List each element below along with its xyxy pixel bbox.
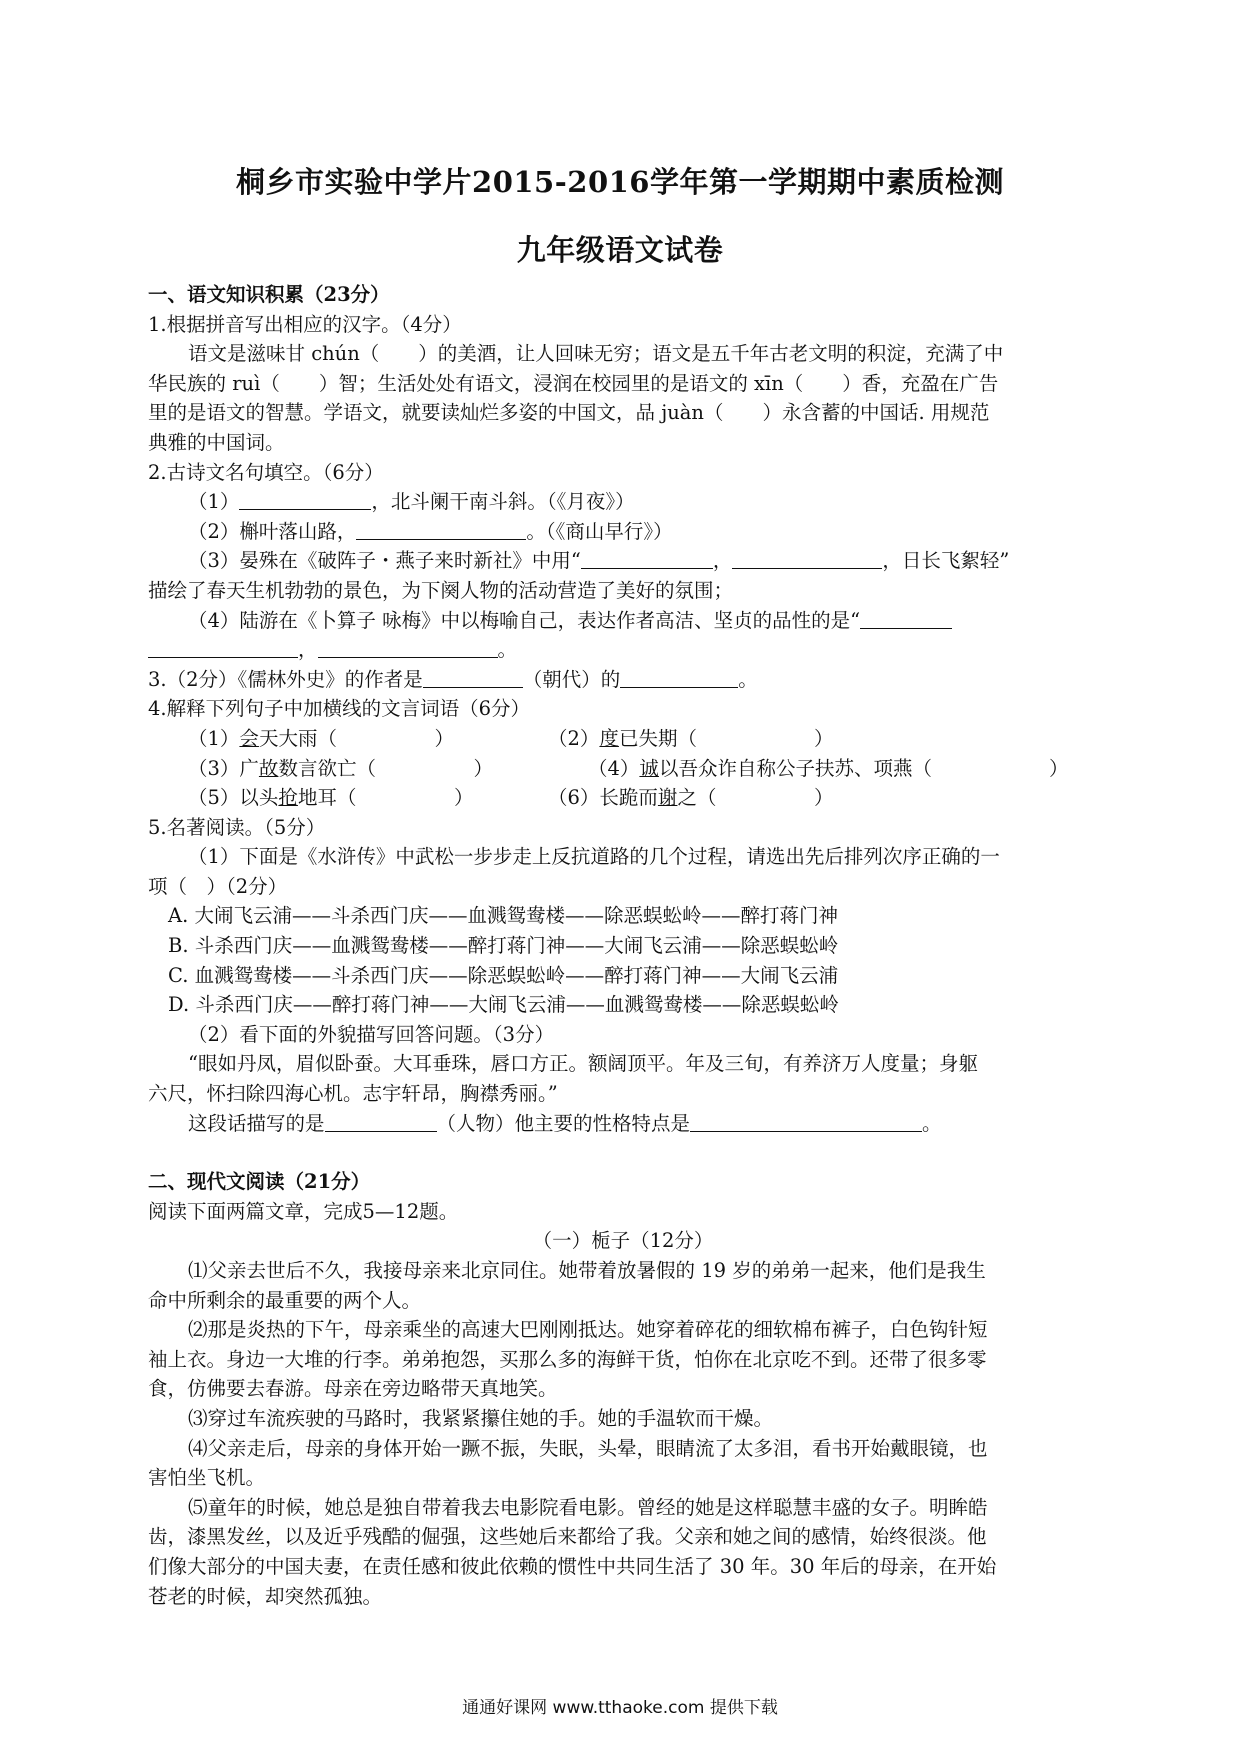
para4-line-1: ⑷父亲走后，母亲的身体开始一蹶不振，失眠，头晕，眼睛流了太多泪，看书开始戴眼镜，也 (188, 1436, 988, 1460)
q2-item1-prefix: （1） (188, 490, 240, 514)
q3-suffix: 。 (738, 667, 758, 691)
answer-blank[interactable] (318, 637, 498, 658)
q2-item3-prefix: （3）晏殊在《破阵子・燕子来时新社》中用“ (188, 549, 581, 573)
q4-title: 4.解释下列句子中加横线的文言词语（6分） (148, 697, 531, 721)
q4-item-underlined: 故 (258, 756, 279, 780)
para2-line-2: 袖上衣。身边一大堆的行李。弟弟抱怨，买那么多的海鲜干货，怕你在北京吃不到。还带了很多零 (148, 1347, 987, 1371)
article-title: （一）栀子（12分） (532, 1229, 714, 1253)
q4-item-post: 天大雨（ ） (258, 726, 454, 750)
answer-blank[interactable] (356, 519, 526, 540)
q5-option-a[interactable]: A. 大闹飞云浦——斗杀西门庆——血溅鸳鸯楼——除恶蜈蚣岭——醉打蒋门神 (168, 904, 838, 928)
q4-row-2 (148, 754, 1098, 784)
q5-option-b[interactable]: B. 斗杀西门庆——血溅鸳鸯楼——醉打蒋门神——大闹飞云浦——除恶蜈蚣岭 (168, 934, 839, 958)
q2-item4-suffix: 。 (497, 638, 518, 662)
q2-item4-prefix: （4）陆游在《卜算子 咏梅》中以梅喻自己，表达作者高洁、坚贞的品性的是“ (188, 608, 861, 632)
q4-item-pre: （3）广 (188, 756, 259, 780)
q2-item2-suffix: 。（《商山早行》） (526, 519, 673, 543)
para5-line-1: ⑸童年的时候，她总是独自带着我去电影院看电影。曾经的她是这样聪慧丰盛的女子。明眸皓 (188, 1495, 988, 1519)
para3-line-1: ⑶穿过车流疾驶的马路时，我紧紧攥住她的手。她的手温软而干燥。 (188, 1406, 774, 1430)
exam-subtitle: 九年级语文试卷 (516, 233, 724, 267)
q4-item-underlined: 谢 (657, 786, 678, 810)
q5-quote-line-1: “眼如丹凤，眉似卧蚕。大耳垂珠，唇口方正。额阔顶平。年及三旬，有养济万人度量；身躯 (188, 1052, 978, 1076)
q4-item-6 (548, 783, 833, 813)
q1-line-2: 华民族的 ruì（ ）智；生活处处有语文，浸润在校园里的是语文的 xīn（ ）香，充盈在广告 (148, 371, 999, 395)
para5-line-3: 们像大部分的中国夫妻，在责任感和彼此依赖的惯性中共同生活了 30 年。30 年后的母亲，在开始 (148, 1554, 997, 1578)
q2-item2-prefix: （2）槲叶落山路， (188, 519, 357, 543)
q5-option-c[interactable]: C. 血溅鸳鸯楼——斗杀西门庆——除恶蜈蚣岭——醉打蒋门神——大闹飞云浦 (168, 963, 839, 987)
q4-item-post: 地耳（ ） (297, 786, 474, 810)
q5-sub1-line-2: 项（ ）（2分） (148, 874, 288, 898)
para1-line-2: 命中所剩余的最重要的两个人。 (148, 1288, 422, 1312)
q2-title: 2.古诗文名句填空。（6分） (148, 460, 384, 484)
q4-item-pre: （5）以头 (188, 786, 279, 810)
section1-heading: 一、语文知识积累（23分） (148, 283, 390, 306)
q4-row-3 (148, 783, 1098, 813)
answer-blank[interactable] (325, 1111, 437, 1132)
answer-blank[interactable] (732, 548, 882, 569)
q5-answer-line (148, 1109, 1098, 1139)
q4-item-pre: （6）长跪而 (548, 786, 658, 810)
para5-line-4: 苍老的时候，却突然孤独。 (148, 1584, 383, 1608)
q4-item-underlined: 诚 (639, 756, 659, 780)
q5-quote-line-2: 六尺，怀扫除四海心机。志宇轩昂，胸襟秀丽。” (148, 1082, 558, 1106)
q3-mid: （朝代）的 (522, 667, 621, 691)
q1-line-4: 典雅的中国词。 (148, 430, 285, 454)
para4-line-2: 害怕坐飞机。 (148, 1466, 266, 1490)
q4-item-post: 以吾众诈自称公子扶苏、项燕（ ） (658, 756, 1069, 780)
q4-item-pre: （1） (188, 726, 240, 750)
section2-intro: 阅读下面两篇文章，完成5—12题。 (148, 1199, 459, 1223)
q4-item-4 (588, 754, 1068, 784)
q5-title: 5.名著阅读。（5分） (148, 815, 326, 839)
q2-item-4 (148, 606, 1098, 636)
answer-blank[interactable] (581, 548, 713, 569)
q5-sub1-line-1: （1）下面是《水浒传》中武松一步步走上反抗道路的几个过程，请选出先后排列次序正确的一 (188, 845, 1000, 869)
q2-item-1 (148, 487, 1098, 517)
q3-prefix: 3.（2分）《儒林外史》的作者是 (148, 667, 423, 691)
q4-item-5 (188, 783, 548, 813)
answer-blank[interactable] (620, 667, 738, 688)
q4-item-pre: （4） (588, 756, 640, 780)
q4-item-pre: （2） (548, 726, 600, 750)
q4-item-post: 数言欲亡（ ） (278, 756, 493, 780)
answer-blank[interactable] (690, 1111, 922, 1132)
q2-item3-mid: ， (712, 549, 733, 573)
q1-line-3: 里的是语文的智慧。学语文，就要读灿烂多姿的中国文，品 juàn（ ）永含蓄的中国话. 用规范 (148, 401, 990, 425)
q2-item3-suffix: ，日长飞絮轻” (882, 549, 1010, 573)
q4-item-1 (188, 724, 548, 754)
answer-blank[interactable] (148, 637, 298, 658)
q4-row-1 (148, 724, 1098, 754)
q3 (148, 665, 1098, 695)
q1-title: 1.根据拼音写出相应的汉字。（4分） (148, 312, 462, 336)
q2-item-3 (148, 546, 1098, 576)
exam-title: 桐乡市实验中学片2015-2016学年第一学期期中素质检测 (236, 165, 1004, 199)
q4-item-2 (548, 724, 833, 754)
section2-heading: 二、现代文阅读（21分） (148, 1170, 371, 1194)
q4-item-post: 已失期（ ） (618, 726, 834, 750)
q5-option-d[interactable]: D. 斗杀西门庆——醉打蒋门神——大闹飞云浦——血溅鸳鸯楼——除恶蜈蚣岭 (168, 993, 839, 1017)
q5-answer-suffix: 。 (922, 1111, 942, 1135)
answer-blank[interactable] (860, 608, 952, 629)
q5-answer-mid: （人物）他主要的性格特点是 (436, 1111, 691, 1135)
answer-blank[interactable] (239, 489, 371, 510)
q4-item-post: 之（ ） (677, 786, 834, 810)
q4-item-underlined: 抢 (278, 786, 298, 810)
q4-item-underlined: 度 (599, 726, 619, 750)
para1-line-1: ⑴父亲去世后不久，我接母亲来北京同住。她带着放暑假的 19 岁的弟弟一起来，他们是我生 (188, 1259, 986, 1282)
q2-item-4-cont (148, 635, 1098, 665)
q5-answer-prefix: 这段话描写的是 (188, 1111, 325, 1135)
q4-item-underlined: 会 (239, 726, 259, 750)
q2-item-2 (148, 517, 1098, 547)
q2-item-3-cont: 描绘了春天生机勃勃的景色，为下阕人物的活动营造了美好的氛围； (148, 578, 734, 602)
exam-content (148, 280, 1098, 1611)
q1-line-1: 语文是滋味甘 chún（ ）的美酒，让人回味无穷；语文是五千年古老文明的积淀，充满了中 (188, 342, 1004, 366)
q2-item1-suffix: ，北斗阑干南斗斜。（《月夜》） (371, 490, 635, 514)
answer-blank[interactable] (423, 667, 523, 688)
q4-item-3 (188, 754, 588, 784)
section-spacer (148, 1138, 1098, 1167)
q2-item4-mid: ， (298, 638, 318, 662)
para5-line-2: 齿，漆黑发丝，以及近乎残酷的倔强，这些她后来都给了我。父亲和她之间的感情，始终很淡。他 (148, 1525, 987, 1549)
page-footer: 通通好课网 www.tthaoke.com 提供下载 (462, 1698, 778, 1718)
q5-sub2-title: （2）看下面的外貌描写回答问题。（3分） (188, 1022, 555, 1046)
para2-line-3: 食，仿佛要去春游。母亲在旁边略带天真地笑。 (148, 1377, 558, 1401)
para2-line-1: ⑵那是炎热的下午，母亲乘坐的高速大巴刚刚抵达。她穿着碎花的细软棉布裤子，白色钩针短 (188, 1318, 988, 1342)
